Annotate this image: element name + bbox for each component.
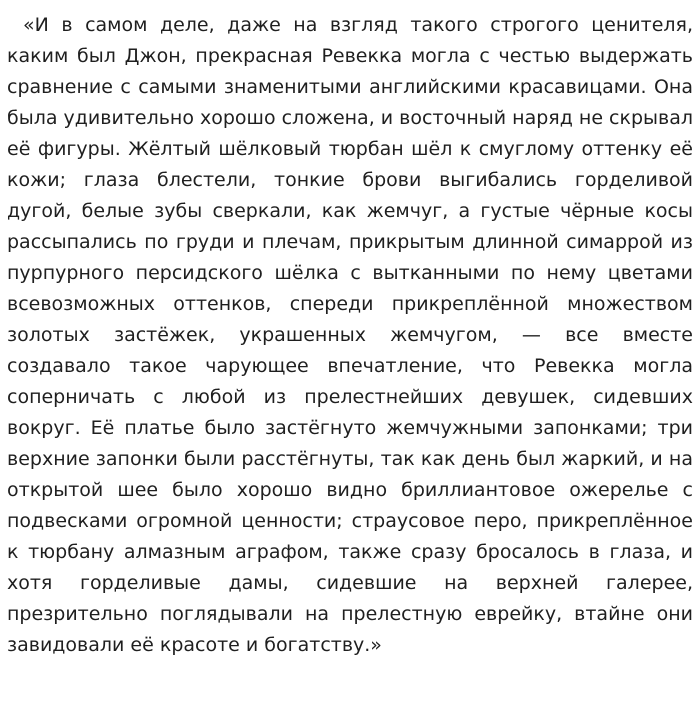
document-page: [7, 10, 693, 661]
quote-paragraph: «И в самом деле, даже на взгляд такого строгого ценителя, каким был Джон, прекрасная Ревекка могла с честью выдержать сравнение с самыми знаменитыми английскими красавицами. Она была удивительно хорошо сложена, и восточный наряд не скрывал её фигуры. Жёлтый шёлковый тюрбан шёл к смуглому оттенку её кожи; глаза блестели, тонкие брови выгибались горделивой дугой, белые зубы сверкали, как жемчуг, а густые чёрные косы рассыпались по груди и плечам, прикрытым длинной симаррой из пурпурного персидского шёлка с вытканными по нему цветами всевозможных оттенков, спереди прикреплённой множеством золотых застёжек, украшенных жемчугом, — все вместе создавало такое чарующее впечатление, что Ревекка могла соперничать с любой из прелестнейших девушек, сидевших вокруг. Её платье было застёгнуто жемчужными запонками; три верхние запонки были расстёгнуты, так как день был жаркий, и на открытой шее было хорошо видно бриллиантовое ожерелье с подвесками огромной ценности; страусовое перо, прикреплённое к тюрбану алмазным аграфом, также сразу бросалось в глаза, и хотя горделивые дамы, сидевшие на верхней галерее, презрительно поглядывали на прелестную еврейку, втайне они завидовали её красоте и богатству.»: [7, 14, 694, 656]
